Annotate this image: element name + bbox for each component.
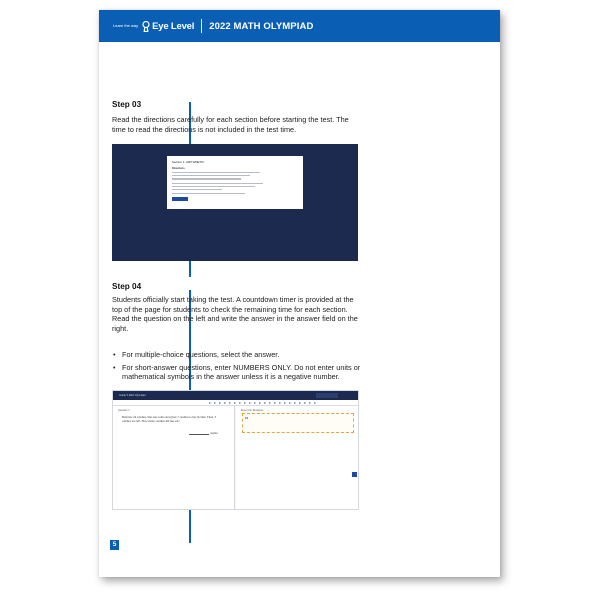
countdown-timer [316,393,338,398]
page-title: 2022 MATH OLYMPIAD [209,20,314,32]
step4-bullet-list [112,350,362,385]
answer-value: 14 [245,416,249,420]
brand-name: Eye Level [152,20,195,32]
question-label: Question 1 [118,409,130,412]
dialog-title: Section 1: ARITHMETIC [172,160,205,164]
question-panel [113,406,235,510]
answer-blank-line [189,434,209,435]
step3-text: Read the directions carefully for each section before starting the test. The time to read the directions is not included in the test time. [112,115,349,134]
dialog-text-line [172,175,250,176]
bullet-item: • For short-answer questions, enter NUMBERS ONLY. Do not enter units or mathematical symbols in the answer unless it is a negative number. [112,363,362,382]
directions-screenshot [112,144,358,261]
page-number: 5 [110,540,119,550]
dialog-text-line [172,172,260,173]
keyhole-logo-icon [142,21,150,32]
brand-logo [142,21,194,32]
bullet-item: • For multiple-choice questions, select the answer. [112,350,362,360]
answer-field[interactable] [242,413,354,433]
brand-tagline: Learn the way [113,23,139,28]
dialog-text-line [172,178,241,179]
dialog-start-button[interactable] [172,197,188,201]
answer-label: Enter your Response [241,409,264,412]
dialog-subtitle: Directions [172,167,185,170]
step4-text: Students officially start taking the test. A countdown timer is provided at the top of the page for students to check the remaining time for each section. Read the question on the left and write the answer in the answer field on the right. [112,295,358,333]
next-button[interactable] [352,472,357,477]
test-screenshot [112,390,359,510]
step3-title: Step 03 [112,100,142,109]
answer-panel [236,406,359,510]
test-top-text: Grade 5 Math Olympiad [119,394,146,397]
header-divider [201,19,202,33]
dialog-text-line [172,189,222,190]
question-number-dots[interactable] [209,402,319,404]
test-top-bar [113,391,358,400]
question-text: Beth has 24 candies. She eats some and gives 7 candies to her brother. Then, 3 candies are left. How many candies did she eat? [122,415,217,424]
directions-dialog [167,156,303,209]
dialog-text-line [172,183,263,184]
step4-title: Step 04 [112,282,142,291]
question-unit: candies [210,431,218,435]
page-header [99,10,500,42]
dialog-text-line [172,186,255,187]
dialog-text-line [172,193,245,194]
